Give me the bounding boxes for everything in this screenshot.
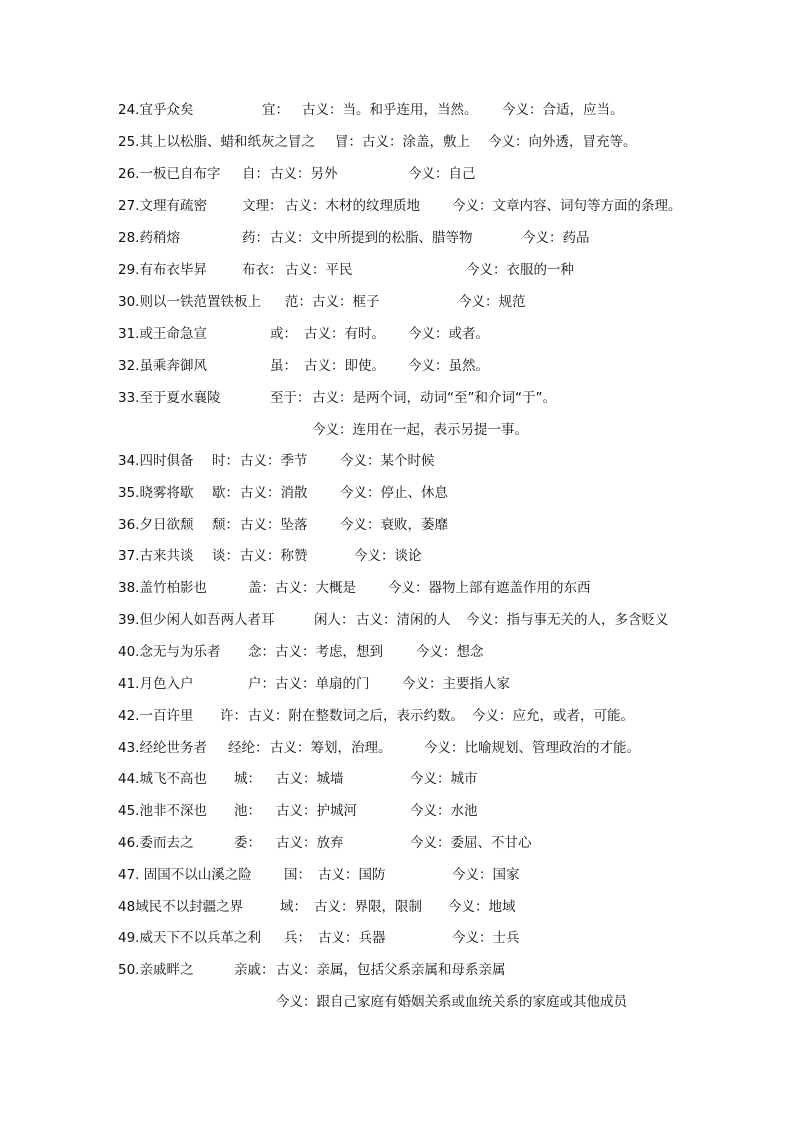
entry-word: 城： (234, 771, 261, 787)
entry-modern-meaning: 今义：指与事无关的人，多含贬义 (466, 612, 669, 628)
entry-ancient-meaning: 古义：单扇的门 (275, 676, 370, 692)
entry-modern-meaning: 今义：比喻规划、管理政治的才能。 (424, 740, 640, 756)
entry-word: 冒： (335, 134, 362, 150)
entry-number: 39. (118, 612, 140, 628)
entry-modern-meaning: 今义：城市 (410, 771, 478, 787)
entry-modern-meaning: 今义：或者。 (408, 326, 489, 342)
entry-phrase-text: 亲戚畔之 (139, 962, 194, 978)
list-item (0, 610, 794, 630)
entry-word: 或： (270, 326, 297, 342)
entry-ancient-meaning: 古义：亲属，包括父系亲属和母系亲属 (276, 962, 506, 978)
entry-modern-meaning: 今义：地域 (448, 899, 516, 915)
entry-ancient-meaning: 古义：涂盖，敷上 (362, 134, 470, 150)
entry-modern-meaning: 今义：衣服的一种 (466, 262, 574, 278)
entry-phrase (118, 642, 220, 662)
entry-phrase (118, 674, 193, 694)
list-item (0, 546, 794, 566)
entry-ancient-meaning: 古义：季节 (240, 453, 308, 469)
list-item (0, 674, 794, 694)
entry-number: 29. (118, 262, 140, 278)
entry-word: 域： (280, 899, 307, 915)
entry-ancient-meaning: 古义：附在整数词之后，表示约数。 (248, 708, 464, 724)
entry-word: 闲人： (314, 612, 355, 628)
entry-ancient-meaning: 古义：另外 (270, 166, 338, 182)
entry-word: 虽： (270, 358, 297, 374)
entry-phrase (118, 738, 207, 758)
entry-phrase-text: 城飞不高也 (139, 771, 207, 787)
entry-word: 自： (242, 166, 269, 182)
entry-phrase (118, 706, 193, 726)
entry-number: 28. (118, 230, 140, 246)
list-item (0, 801, 794, 821)
entry-modern-meaning: 今义：停止、休息 (340, 485, 448, 501)
entry-ancient-meaning: 古义：兵器 (318, 930, 386, 946)
entry-ancient-meaning: 古义：木材的纹理质地 (285, 198, 420, 214)
entry-phrase-text: 其上以松脂、蜡和纸灰之冒之 (139, 134, 315, 150)
entry-phrase (118, 769, 207, 789)
entry-phrase (118, 196, 207, 216)
entry-number: 38. (118, 580, 140, 596)
entry-ancient-meaning: 古义：坠落 (240, 517, 308, 533)
entry-word: 宜： (262, 102, 289, 118)
entry-number: 35. (118, 485, 140, 501)
entry-phrase (118, 928, 261, 948)
list-item (0, 642, 794, 662)
entry-phrase-text: 念无与为乐者 (139, 644, 221, 660)
entry-word: 时： (212, 453, 239, 469)
entry-phrase-text: 文理有疏密 (139, 198, 207, 214)
list-item (0, 833, 794, 853)
entry-number: 45. (118, 803, 140, 819)
list-item (0, 260, 794, 280)
entry-number: 24. (118, 102, 140, 118)
entry-number: 46. (118, 835, 140, 851)
entry-word: 国： (284, 867, 311, 883)
entry-number: 25. (118, 134, 140, 150)
entry-ancient-meaning: 古义：国防 (318, 867, 386, 883)
list-item (0, 738, 794, 758)
entry-phrase-text: 一百许里 (139, 708, 194, 724)
entry-modern-meaning: 今义：跟自己家庭有婚姻关系或血统关系的家庭或其他成员 (276, 994, 627, 1010)
entry-phrase (118, 356, 207, 376)
entry-modern-meaning: 今义：谈论 (354, 548, 422, 564)
entry-phrase-text: 晓雾将歇 (139, 485, 194, 501)
list-item (0, 164, 794, 184)
entry-phrase (118, 324, 207, 344)
entry-phrase-text: 月色入户 (139, 676, 194, 692)
entry-ancient-meaning: 古义：清闲的人 (356, 612, 451, 628)
entry-modern-meaning: 今义：衰败，萎靡 (340, 517, 448, 533)
entry-modern-meaning: 今义：自己 (408, 166, 476, 182)
entry-ancient-meaning: 古义：即使。 (304, 358, 385, 374)
list-item (0, 483, 794, 503)
entry-word: 池： (234, 803, 261, 819)
entry-number: 33. (118, 390, 140, 406)
list-item (0, 578, 794, 598)
entry-ancient-meaning: 古义：城墙 (276, 771, 344, 787)
list-item (0, 292, 794, 312)
entry-number: 37. (118, 548, 140, 564)
list-item (0, 228, 794, 248)
entry-word: 文理： (242, 198, 283, 214)
entry-phrase (118, 801, 207, 821)
entry-modern-meaning: 今义：想念 (416, 644, 484, 660)
entry-phrase-text: 或王命急宣 (139, 326, 207, 342)
entry-word: 布衣： (242, 262, 283, 278)
entry-phrase (118, 483, 193, 503)
entry-phrase (118, 578, 207, 598)
entry-number: 49. (118, 930, 140, 946)
entry-modern-meaning: 今义：某个时候 (340, 453, 435, 469)
entry-number: 48 (118, 899, 136, 915)
entry-phrase-text: 四时俱备 (139, 453, 194, 469)
entry-word: 歇： (212, 485, 239, 501)
entry-phrase (118, 897, 243, 917)
entry-phrase (118, 164, 220, 184)
entry-phrase-text: 有布衣毕昇 (139, 262, 207, 278)
entry-phrase (118, 515, 193, 535)
entry-phrase-text: 威天下不以兵革之利 (139, 930, 261, 946)
entry-phrase-text: 则以一铁范置铁板上 (139, 294, 261, 310)
entry-phrase-text: 宜乎众矣 (139, 102, 194, 118)
entry-word: 兵： (284, 930, 311, 946)
entry-ancient-meaning: 古义：当。和乎连用，当然。 (302, 102, 478, 118)
entry-phrase (118, 228, 180, 248)
list-item (0, 388, 794, 408)
list-item (0, 132, 794, 152)
entry-number: 43. (118, 740, 140, 756)
entry-modern-meaning: 今义：主要指人家 (402, 676, 510, 692)
list-item-continuation (0, 420, 794, 440)
entry-phrase-text: 至于夏水襄陵 (139, 390, 221, 406)
entry-number: 44. (118, 771, 140, 787)
entry-ancient-meaning: 古义：是两个词，动词“至”和介词“于”。 (312, 390, 556, 406)
entry-phrase (118, 960, 193, 980)
entry-word: 许： (220, 708, 247, 724)
entry-word: 盖： (248, 580, 275, 596)
entry-phrase-text: 虽乘奔御风 (139, 358, 207, 374)
entry-phrase (118, 132, 315, 152)
list-item (0, 451, 794, 471)
list-item (0, 928, 794, 948)
list-item (0, 515, 794, 535)
list-item (0, 769, 794, 789)
entry-phrase-text: 夕日欲颓 (139, 517, 194, 533)
entry-phrase-text: 药稍熔 (139, 230, 180, 246)
entry-word: 念： (248, 644, 275, 660)
entry-number: 50. (118, 962, 140, 978)
entry-phrase (118, 388, 220, 408)
entry-phrase (118, 546, 193, 566)
entry-phrase (118, 451, 193, 471)
entry-number: 34. (118, 453, 140, 469)
entry-modern-meaning: 今义：士兵 (452, 930, 520, 946)
entry-ancient-meaning: 古义：筹划，治理。 (270, 740, 392, 756)
entry-word: 谈： (212, 548, 239, 564)
list-item (0, 196, 794, 216)
entry-phrase-text: 池非不深也 (139, 803, 207, 819)
entry-modern-meaning: 今义：应允，或者，可能。 (472, 708, 634, 724)
entry-phrase-text: 盖竹柏影也 (139, 580, 207, 596)
entry-number: 36. (118, 517, 140, 533)
entry-phrase-text: 固国不以山溪之险 (143, 867, 252, 883)
entry-modern-meaning: 今义：虽然。 (408, 358, 489, 374)
entry-ancient-meaning: 古义：界限，限制 (314, 899, 422, 915)
entry-ancient-meaning: 古义：平民 (285, 262, 353, 278)
entry-number: 42. (118, 708, 140, 724)
entry-modern-meaning: 今义：合适，应当。 (502, 102, 624, 118)
entry-modern-meaning: 今义：文章内容、词句等方面的条理。 (452, 198, 682, 214)
list-item-continuation (0, 992, 794, 1012)
entry-phrase (118, 610, 274, 630)
entry-ancient-meaning: 古义：考虑，想到 (275, 644, 383, 660)
entry-phrase (118, 260, 207, 280)
entry-phrase (118, 833, 193, 853)
entry-word: 经纶： (228, 740, 269, 756)
entry-modern-meaning: 今义：水池 (410, 803, 478, 819)
entry-phrase (118, 865, 252, 885)
entry-modern-meaning: 今义：规范 (458, 294, 526, 310)
entry-number: 30. (118, 294, 140, 310)
entry-modern-meaning: 今义：向外透，冒充等。 (488, 134, 637, 150)
entry-word: 药： (242, 230, 269, 246)
entry-phrase-text: 经纶世务者 (139, 740, 207, 756)
entry-ancient-meaning: 古义：框子 (312, 294, 380, 310)
entry-number: 26. (118, 166, 140, 182)
entry-modern-meaning: 今义：委屈、不甘心 (410, 835, 532, 851)
entry-phrase-text: 但少闲人如吾两人者耳 (139, 612, 275, 628)
list-item (0, 706, 794, 726)
entry-phrase (118, 100, 193, 120)
entry-phrase-text: 一板已自布字 (139, 166, 221, 182)
entry-word: 颓： (212, 517, 239, 533)
entry-modern-meaning: 今义：药品 (522, 230, 590, 246)
entry-word: 至于： (270, 390, 311, 406)
entry-phrase-text: 域民不以封疆之界 (135, 899, 244, 915)
entry-number: 31. (118, 326, 140, 342)
entry-word: 范： (285, 294, 312, 310)
entry-ancient-meaning: 古义：护城河 (276, 803, 357, 819)
entry-ancient-meaning: 古义：放弃 (276, 835, 344, 851)
entry-number: 40. (118, 644, 140, 660)
entry-word: 委： (234, 835, 261, 851)
entry-number: 41. (118, 676, 140, 692)
list-item (0, 897, 794, 917)
entry-phrase-text: 古来共谈 (139, 548, 194, 564)
entry-ancient-meaning: 古义：大概是 (275, 580, 356, 596)
list-item (0, 100, 794, 120)
entry-ancient-meaning: 古义：消散 (240, 485, 308, 501)
list-item (0, 960, 794, 980)
entry-ancient-meaning: 古义：文中所提到的松脂、腊等物 (270, 230, 473, 246)
entry-phrase (118, 292, 261, 312)
entry-number: 47. (118, 867, 140, 883)
entry-word: 户： (248, 676, 275, 692)
entry-number: 27. (118, 198, 140, 214)
entry-ancient-meaning: 古义：有时。 (304, 326, 385, 342)
entry-word: 亲戚： (234, 962, 275, 978)
list-item (0, 865, 794, 885)
list-item (0, 324, 794, 344)
entry-ancient-meaning: 古义：称赞 (240, 548, 308, 564)
entry-number: 32. (118, 358, 140, 374)
entry-modern-meaning: 今义：连用在一起，表示另提一事。 (312, 422, 528, 438)
entry-modern-meaning: 今义：国家 (452, 867, 520, 883)
entry-modern-meaning: 今义：器物上部有遮盖作用的东西 (388, 580, 591, 596)
list-item (0, 356, 794, 376)
entry-phrase-text: 委而去之 (139, 835, 194, 851)
